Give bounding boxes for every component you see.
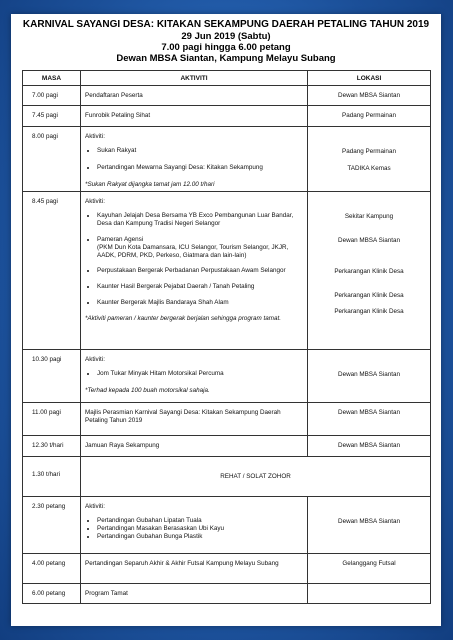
activity-cell [81,497,308,554]
time-cell: 2.30 petang [23,497,81,554]
activity-cell: Pendaftaran Peserta [81,86,308,106]
table-row [23,554,431,584]
list-item-title: Pameran Agensi [97,236,144,243]
break-cell: REHAT / SOLAT ZOHOR [81,457,431,497]
activity-list [85,517,303,541]
location-cell [308,497,431,554]
list-item: • Pertandingan Mewarna Sayangi Desa: Kitakan Sekampung [97,164,303,172]
activity-cell: Majlis Perasmian Karnival Sayangi Desa: Kitakan Sekampung Daerah Petaling Tahun 2019 [81,403,308,436]
table-row [23,350,431,403]
location-item: Sekitar Kampung [344,213,394,220]
activity-list [85,370,303,378]
time-cell: 7.00 pagi [23,86,81,106]
activity-label: Aktiviti: [85,356,105,363]
list-item: • Kaunter Hasil Bergerak Pejabat Daerah / Tanah Petaling [97,283,303,291]
time-cell: 7.45 pagi [23,106,81,127]
document-title: KARNIVAL SAYANGI DESA: KITAKAN SEKAMPUNG DAERAH PETALING TAHUN 2019 [22,19,430,30]
list-item: • Pertandingan Gubahan Bunga Plastik [97,533,303,541]
location-cell [308,584,431,604]
list-item: • Pertandingan Gubahan Lipatan Tuala [97,517,303,525]
location-cell: Dewan MBSA Siantan [308,436,431,457]
activity-cell: Jamuan Raya Sekampung [81,436,308,457]
schedule-table [22,70,431,604]
list-item: • Pertandingan Masakan Berasaskan Ubi Kayu [97,525,303,533]
list-item: • Kayuhan Jelajah Desa Bersama YB Exco Pembangunan Luar Bandar, Desa dan Kampung Tradisi Negeri Selangor [97,212,303,228]
time-cell: 1.30 t/hari [23,457,81,497]
list-item [97,236,303,260]
column-header-aktiviti: AKTIVITI [81,71,308,86]
time-cell: 6.00 petang [23,584,81,604]
location-cell [308,192,431,350]
location-cell: Gelanggang Futsal [308,554,431,584]
table-row [23,436,431,457]
time-cell: 4.00 petang [23,554,81,584]
table-row [23,192,431,350]
location-item: Perkarangan Klinik Desa [334,308,404,315]
event-venue: Dewan MBSA Siantan, Kampung Melayu Subang [116,53,336,64]
location-cell [308,127,431,192]
activity-cell: Program Tamat [81,584,308,604]
list-item: • Perpustakaan Bergerak Perbadanan Perpustakaan Awam Selangor [97,267,303,275]
time-cell: 8.00 pagi [23,127,81,192]
time-cell: 12.30 t/hari [23,436,81,457]
agency-detail: (PKM Dun Kota Damansara, ICU Selangor, Tourism Selangor, JKJR, AADK, PDRM, PKD, Perkeso, Giatmara dan lain-lain) [97,244,289,259]
time-cell: 8.45 pagi [23,192,81,350]
location-item: TADIKA Kemas [347,165,391,172]
activity-label: Aktiviti: [85,133,105,140]
activity-cell [81,127,308,192]
location-item: Dewan MBSA Siantan [338,518,400,525]
activity-label: Aktiviti: [85,198,105,205]
activity-cell: Pertandingan Separuh Akhir & Akhir Futsal Kampung Melayu Subang [81,554,308,584]
table-row [23,403,431,436]
location-item: Perkarangan Klinik Desa [334,268,404,275]
list-item: • Kaunter Bergerak Majlis Bandaraya Shah Alam [97,299,303,307]
location-cell [308,350,431,403]
table-row [23,457,431,497]
event-date: 29 Jun 2019 (Sabtu) [181,31,271,42]
column-header-masa: MASA [23,71,81,86]
document-header [11,19,441,64]
list-item: • Jom Tukar Minyak Hitam Motorsikal Percuma [97,370,303,378]
table-row [23,584,431,604]
table-row [23,86,431,106]
location-cell: Dewan MBSA Siantan [308,86,431,106]
location-item: Dewan MBSA Siantan [338,371,400,378]
time-cell: 10.30 pagi [23,350,81,403]
activity-label: Aktiviti: [85,503,105,510]
location-cell: Dewan MBSA Siantan [308,403,431,436]
location-item: Padang Permainan [342,148,396,155]
table-row [23,127,431,192]
activity-cell [81,350,308,403]
activity-cell [81,192,308,350]
table-row [23,106,431,127]
activity-cell: Funrobik Petaling Sihat [81,106,308,127]
event-time: 7.00 pagi hingga 6.00 petang [161,42,291,53]
activity-list [85,212,303,307]
list-item: • Sukan Rakyat [97,147,303,155]
time-cell: 11.00 pagi [23,403,81,436]
table-row [23,497,431,554]
activity-note: *Aktiviti pameran / kaunter bergerak berjalan sehingga program tamat. [85,315,282,322]
location-item: Perkarangan Klinik Desa [334,292,404,299]
activity-note: *Terhad kepada 100 buah motorsikal sahaja. [85,387,210,394]
column-header-lokasi: LOKASI [308,71,431,86]
table-header-row [23,71,431,86]
location-cell: Padang Permainan [308,106,431,127]
activity-list [85,147,303,172]
location-item: Dewan MBSA Siantan [338,237,400,244]
activity-note: *Sukan Rakyat dijangka tamat jam 12.00 t/hari [85,181,215,188]
